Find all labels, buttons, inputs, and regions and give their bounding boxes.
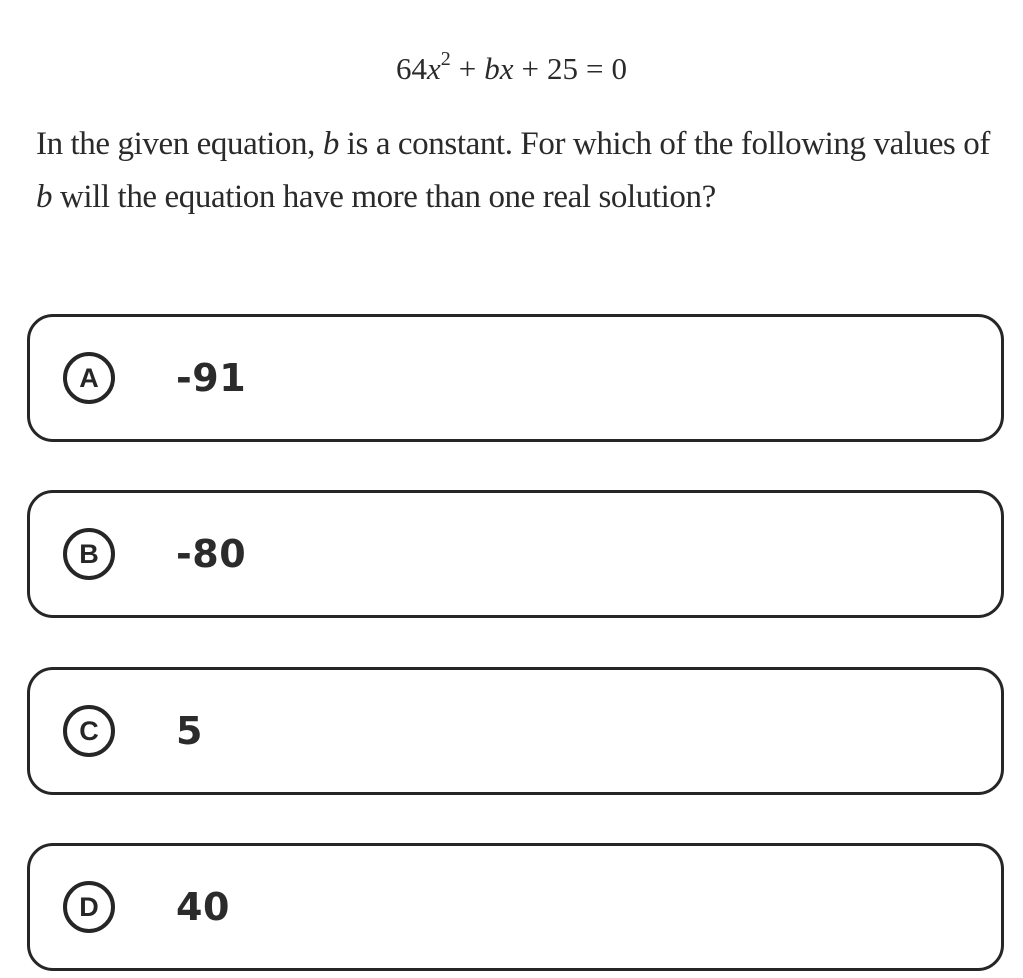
option-letter-badge: A	[63, 352, 115, 404]
equation-exponent: 2	[440, 48, 451, 70]
question-part: In the given equation,	[36, 126, 323, 162]
equation-coefficient: 64	[396, 51, 427, 86]
answer-option-d[interactable]	[27, 843, 1004, 971]
option-letter-badge: C	[63, 705, 115, 757]
option-value: -80	[176, 532, 247, 576]
answer-option-a[interactable]	[27, 314, 1004, 442]
answer-option-b[interactable]	[27, 490, 1004, 618]
question-part: will the equation have more than one real solution?	[52, 179, 716, 215]
equation-variable-x: x	[427, 51, 441, 86]
question-variable-b: b	[322, 126, 339, 162]
question-text	[36, 118, 1001, 224]
equation-plus: +	[458, 51, 477, 86]
equation-equals: =	[586, 51, 604, 86]
question-variable-b: b	[36, 179, 53, 215]
equation-rhs: 0	[611, 51, 627, 86]
equation	[0, 48, 1023, 87]
option-value: 5	[176, 709, 203, 753]
equation-variable-b: b	[484, 51, 500, 86]
option-value: -91	[176, 356, 247, 400]
question-part: is a constant. For which of the following values of	[338, 126, 990, 162]
equation-plus: +	[521, 51, 539, 86]
equation-constant: 25	[547, 51, 578, 86]
option-letter-badge: D	[63, 881, 115, 933]
equation-variable-x: x	[499, 51, 514, 86]
answer-option-c[interactable]	[27, 667, 1004, 795]
option-letter-badge: B	[63, 528, 115, 580]
option-value: 40	[176, 885, 230, 929]
